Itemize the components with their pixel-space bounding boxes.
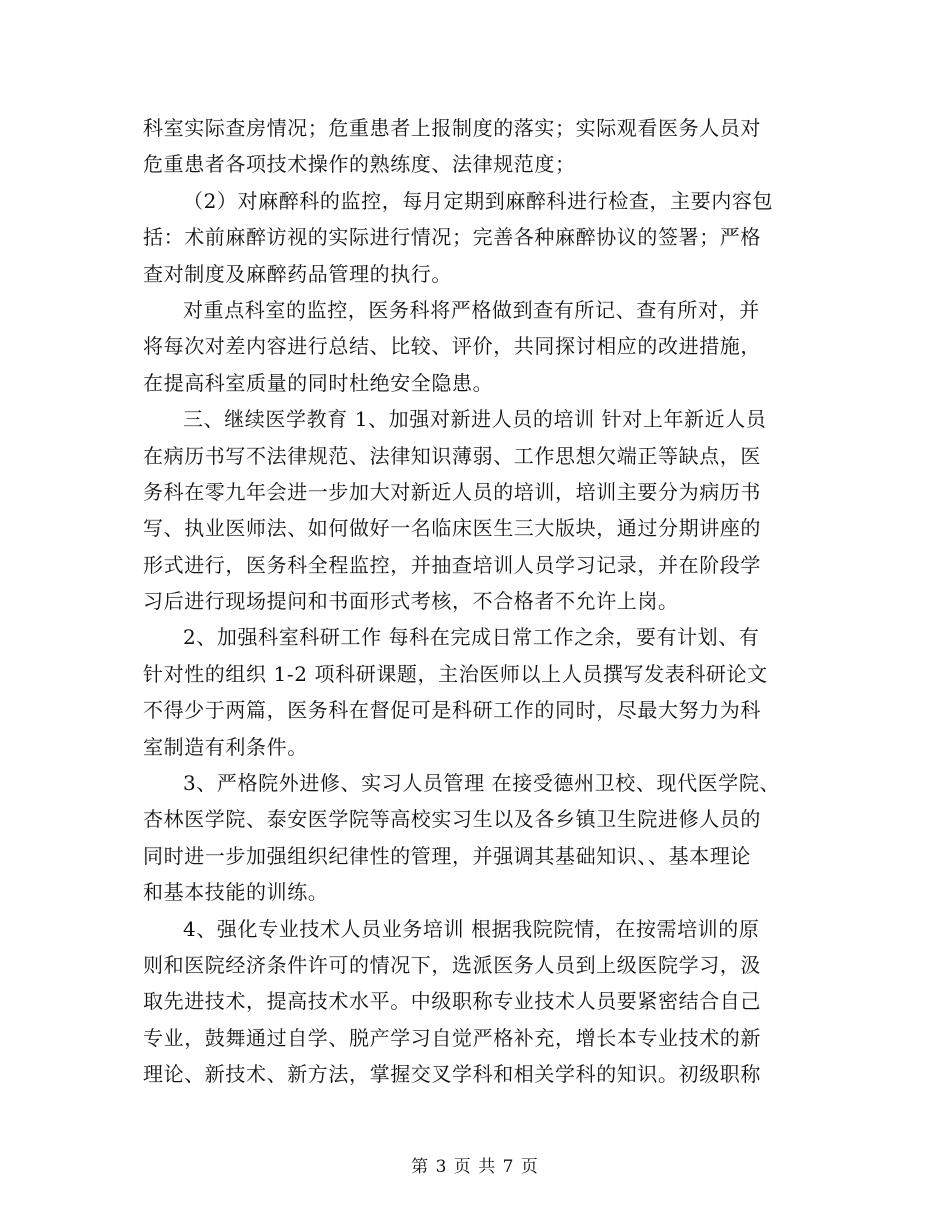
text-line: 专业，鼓舞通过自学、脱产学习自觉严格补充，增长本专业技术的新	[143, 1025, 761, 1050]
text-line: 同时进一步加强组织纪律性的管理，并强调其基础知识、、基本理论	[143, 843, 751, 868]
text-line: 4、强化专业技术人员业务培训 根据我院院情，在按需培训的原	[183, 916, 760, 941]
text-line: 不得少于两篇，医务科在督促可是科研工作的同时，尽最大努力为科	[143, 698, 761, 723]
document-body	[143, 110, 811, 1093]
text-line: 对重点科室的监控，医务科将严格做到查有所记、查有所对，并	[183, 297, 760, 322]
text-line: 务科在零九年会进一步加大对新近人员的培训，培训主要分为病历书	[143, 479, 761, 504]
text-line: 2、加强科室科研工作 每科在完成日常工作之余，要有计划、有	[183, 625, 760, 650]
text-line: 习后进行现场提问和书面形式考核，不合格者不允许上岗。	[143, 589, 679, 614]
text-line: 理论、新技术、新方法，掌握交叉学科和相关学科的知识。初级职称	[143, 1062, 761, 1087]
text-line: 三、继续医学教育 1、加强对新进人员的培训 针对上年新近人员	[183, 407, 767, 432]
text-line: 和基本技能的训练。	[143, 880, 329, 905]
text-line: 在提高科室质量的同时杜绝安全隐患。	[143, 370, 494, 395]
text-line: 针对性的组织 1-2 项科研课题，主治医师以上人员撰写发表科研论文	[143, 661, 768, 686]
text-line: 查对制度及麻醉药品管理的执行。	[143, 261, 452, 286]
page-number: 第 3 页 共 7 页	[411, 1157, 539, 1177]
text-line: 括：术前麻醉访视的实际进行情况；完善各种麻醉协议的签署；严格	[143, 225, 761, 250]
text-line: 在病历书写不法律规范、法律知识薄弱、工作思想欠端正等缺点，医	[143, 443, 761, 468]
text-line: 3、严格院外进修、实习人员管理 在接受德州卫校、现代医学院、	[183, 771, 781, 796]
text-line: 取先进技术，提高技术水平。中级职称专业技术人员要紧密结合自己	[143, 989, 761, 1014]
text-line: 则和医院经济条件许可的情况下，选派医务人员到上级医院学习，汲	[143, 952, 761, 977]
text-line: 科室实际查房情况；危重患者上报制度的落实；实际观看医务人员对	[143, 116, 761, 140]
text-line: （2）对麻醉科的监控，每月定期到麻醉科进行检查，主要内容包	[183, 188, 774, 213]
text-line: 室制造有利条件。	[143, 734, 308, 759]
text-line: 写、执业医师法、如何做好一名临床医生三大版块，通过分期讲座的	[143, 516, 761, 541]
text-line: 危重患者各项技术操作的熟练度、法律规范度；	[143, 152, 576, 177]
text-line: 形式进行，医务科全程监控，并抽查培训人员学习记录，并在阶段学	[143, 552, 761, 577]
text-line: 将每次对差内容进行总结、比较、评价，共同探讨相应的改进措施，	[143, 334, 761, 359]
text-line: 杏林医学院、泰安医学院等高校实习生以及各乡镇卫生院进修人员的	[143, 807, 761, 832]
